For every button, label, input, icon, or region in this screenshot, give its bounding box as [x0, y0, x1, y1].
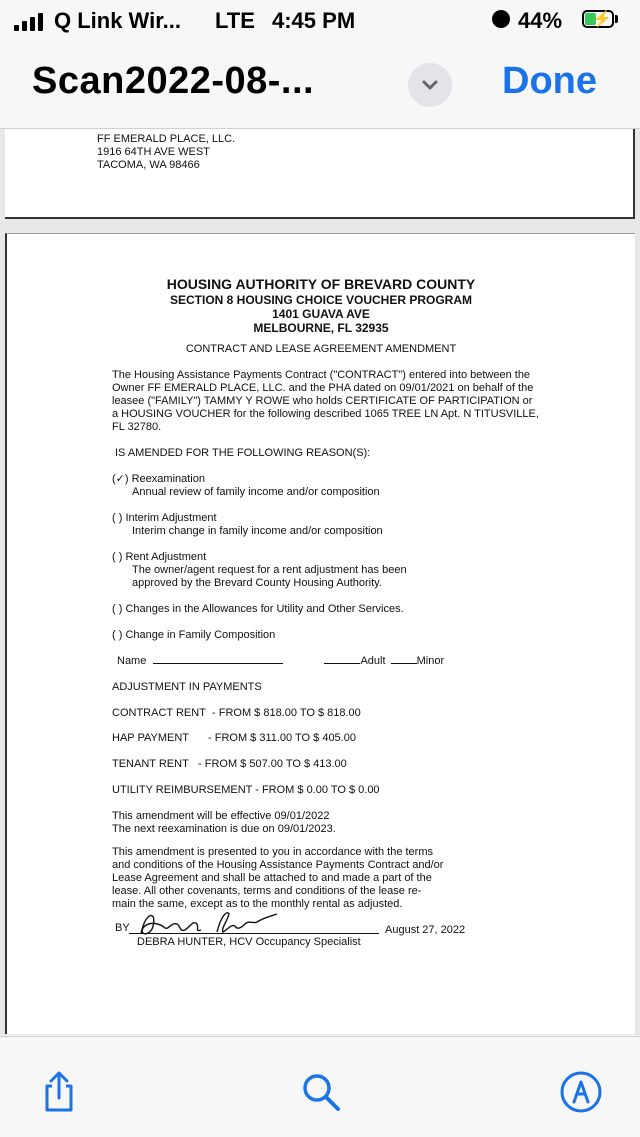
payment-row [112, 732, 562, 745]
reason-item [112, 551, 562, 590]
reason-title: Change in Family Composition [125, 629, 276, 641]
reason-title: Changes in the Allowances for Utility and Other Services. [125, 603, 404, 615]
reason-item [112, 629, 562, 642]
battery-percent: 44% [518, 8, 563, 33]
reason-item [112, 603, 562, 616]
signature-image [131, 906, 281, 940]
owner-address [97, 133, 235, 172]
reason-heading: IS AMENDED FOR THE FOLLOWING REASON(S): [115, 447, 371, 459]
nav-bar [0, 40, 640, 129]
payment-label: HAP PAYMENT [112, 732, 190, 744]
intro-line: a HOUSING VOUCHER for the following described 1065 TREE LN Apt. N TITUSVILLE, [112, 408, 539, 420]
by-label: BY [115, 922, 130, 934]
closing-line: This amendment is presented to you in accordance with the terms [112, 846, 433, 858]
network-type: LTE [215, 8, 255, 33]
payment-label: UTILITY REIMBURSEMENT [112, 784, 253, 796]
address-line: 1916 64TH AVE WEST [97, 146, 210, 158]
name-blank [153, 663, 283, 664]
markup-button[interactable] [556, 1067, 606, 1117]
document-page-2 [5, 233, 635, 1034]
reason-checkbox: ( ) [112, 603, 123, 615]
name-label: Name [117, 655, 147, 667]
address-line: FF EMERALD PLACE, LLC. [97, 133, 236, 145]
closing-line: Lease Agreement and shall be attached to and made a part of the [112, 872, 432, 884]
reason-desc: Annual review of family income and/or composition [132, 486, 380, 498]
adult-blank [324, 663, 360, 664]
document-viewer[interactable] [0, 129, 640, 1035]
bottom-toolbar [0, 1036, 640, 1137]
address-line: TACOMA, WA 98466 [97, 159, 200, 171]
payment-label: CONTRACT RENT [112, 707, 206, 719]
doc-header-4: MELBOURNE, FL 32935 [253, 321, 389, 335]
adjust-heading: ADJUSTMENT IN PAYMENTS [112, 681, 262, 693]
reason-desc: Interim change in family income and/or composition [132, 525, 383, 537]
document-page-1 [5, 129, 635, 219]
intro-line: FL 32780. [112, 421, 162, 433]
signal-icon [14, 13, 43, 31]
document-title: Scan2022-08-... [32, 60, 315, 102]
doc-header-2: SECTION 8 HOUSING CHOICE VOUCHER PROGRAM [169, 293, 473, 307]
closing-line: main the same, except as to the monthly rental as adjusted. [112, 898, 403, 910]
minor-blank [391, 663, 417, 664]
clock: 4:45 PM [272, 8, 356, 33]
share-icon [37, 1070, 81, 1114]
reason-title: Reexamination [131, 473, 205, 485]
battery-tip [615, 15, 618, 23]
adult-label: Adult [360, 655, 386, 667]
payment-row [112, 784, 562, 797]
search-icon [299, 1070, 343, 1114]
signer-name: DEBRA HUNTER, HCV Occupancy Specialist [137, 936, 361, 948]
payment-value: - FROM $ 311.00 TO $ 405.00 [208, 732, 356, 744]
payment-row [112, 758, 562, 771]
markup-icon [559, 1070, 603, 1114]
search-button[interactable] [296, 1067, 346, 1117]
payment-value: - FROM $ 0.00 TO $ 0.00 [255, 784, 380, 796]
doc-subtitle: CONTRACT AND LEASE AGREEMENT AMENDMENT [185, 343, 457, 355]
minor-label: Minor [416, 655, 445, 667]
intro-line: Owner FF EMERALD PLACE, LLC. and the PHA dated on 09/01/2021 on behalf of the [112, 382, 534, 394]
status-bar [0, 0, 640, 40]
reason-item [112, 512, 562, 538]
doc-header-1: HOUSING AUTHORITY OF BREVARD COUNTY [166, 276, 476, 292]
reason-checkbox: (✓) [112, 473, 129, 485]
effective-line: This amendment will be effective 09/01/2022 [112, 810, 330, 822]
done-button[interactable]: Done [502, 60, 597, 102]
title-menu-button[interactable] [408, 63, 452, 107]
payment-value: - FROM $ 818.00 TO $ 818.00 [212, 707, 361, 719]
reason-title: Rent Adjustment [125, 551, 207, 563]
reason-checkbox: ( ) [112, 551, 123, 563]
reason-desc: approved by the Brevard County Housing Authority. [132, 577, 382, 589]
alarm-icon [492, 10, 510, 28]
reason-checkbox: ( ) [112, 629, 123, 641]
closing-paragraph [112, 846, 562, 911]
reason-checkbox: ( ) [112, 512, 123, 524]
intro-paragraph [112, 369, 562, 434]
family-member-line [117, 655, 567, 668]
chevron-down-icon [419, 74, 441, 96]
carrier-name: Q Link Wir... [54, 8, 181, 33]
share-button[interactable] [34, 1067, 84, 1117]
intro-line: leasee ("FAMILY") TAMMY Y ROWE who holds CERTIFICATE OF PARTICIPATION or [112, 395, 533, 407]
signature-date: August 27, 2022 [385, 924, 466, 936]
battery-icon: ⚡ [582, 10, 614, 28]
closing-line: lease. All other covenants, terms and conditions of the lease re- [112, 885, 422, 897]
payment-row [112, 707, 562, 720]
reason-desc: The owner/agent request for a rent adjustment has been [132, 564, 407, 576]
payment-label: TENANT RENT [112, 758, 189, 770]
reason-title: Interim Adjustment [125, 512, 217, 524]
closing-line: and conditions of the Housing Assistance Payments Contract and/or [112, 859, 444, 871]
reason-item [112, 473, 562, 499]
doc-header-3: 1401 GUAVA AVE [272, 307, 370, 321]
intro-line: The Housing Assistance Payments Contract ("CONTRACT") entered into between the [112, 369, 531, 381]
payment-value: - FROM $ 507.00 TO $ 413.00 [198, 758, 347, 770]
effective-paragraph [112, 810, 562, 836]
effective-line: The next reexamination is due on 09/01/2023. [112, 823, 336, 835]
